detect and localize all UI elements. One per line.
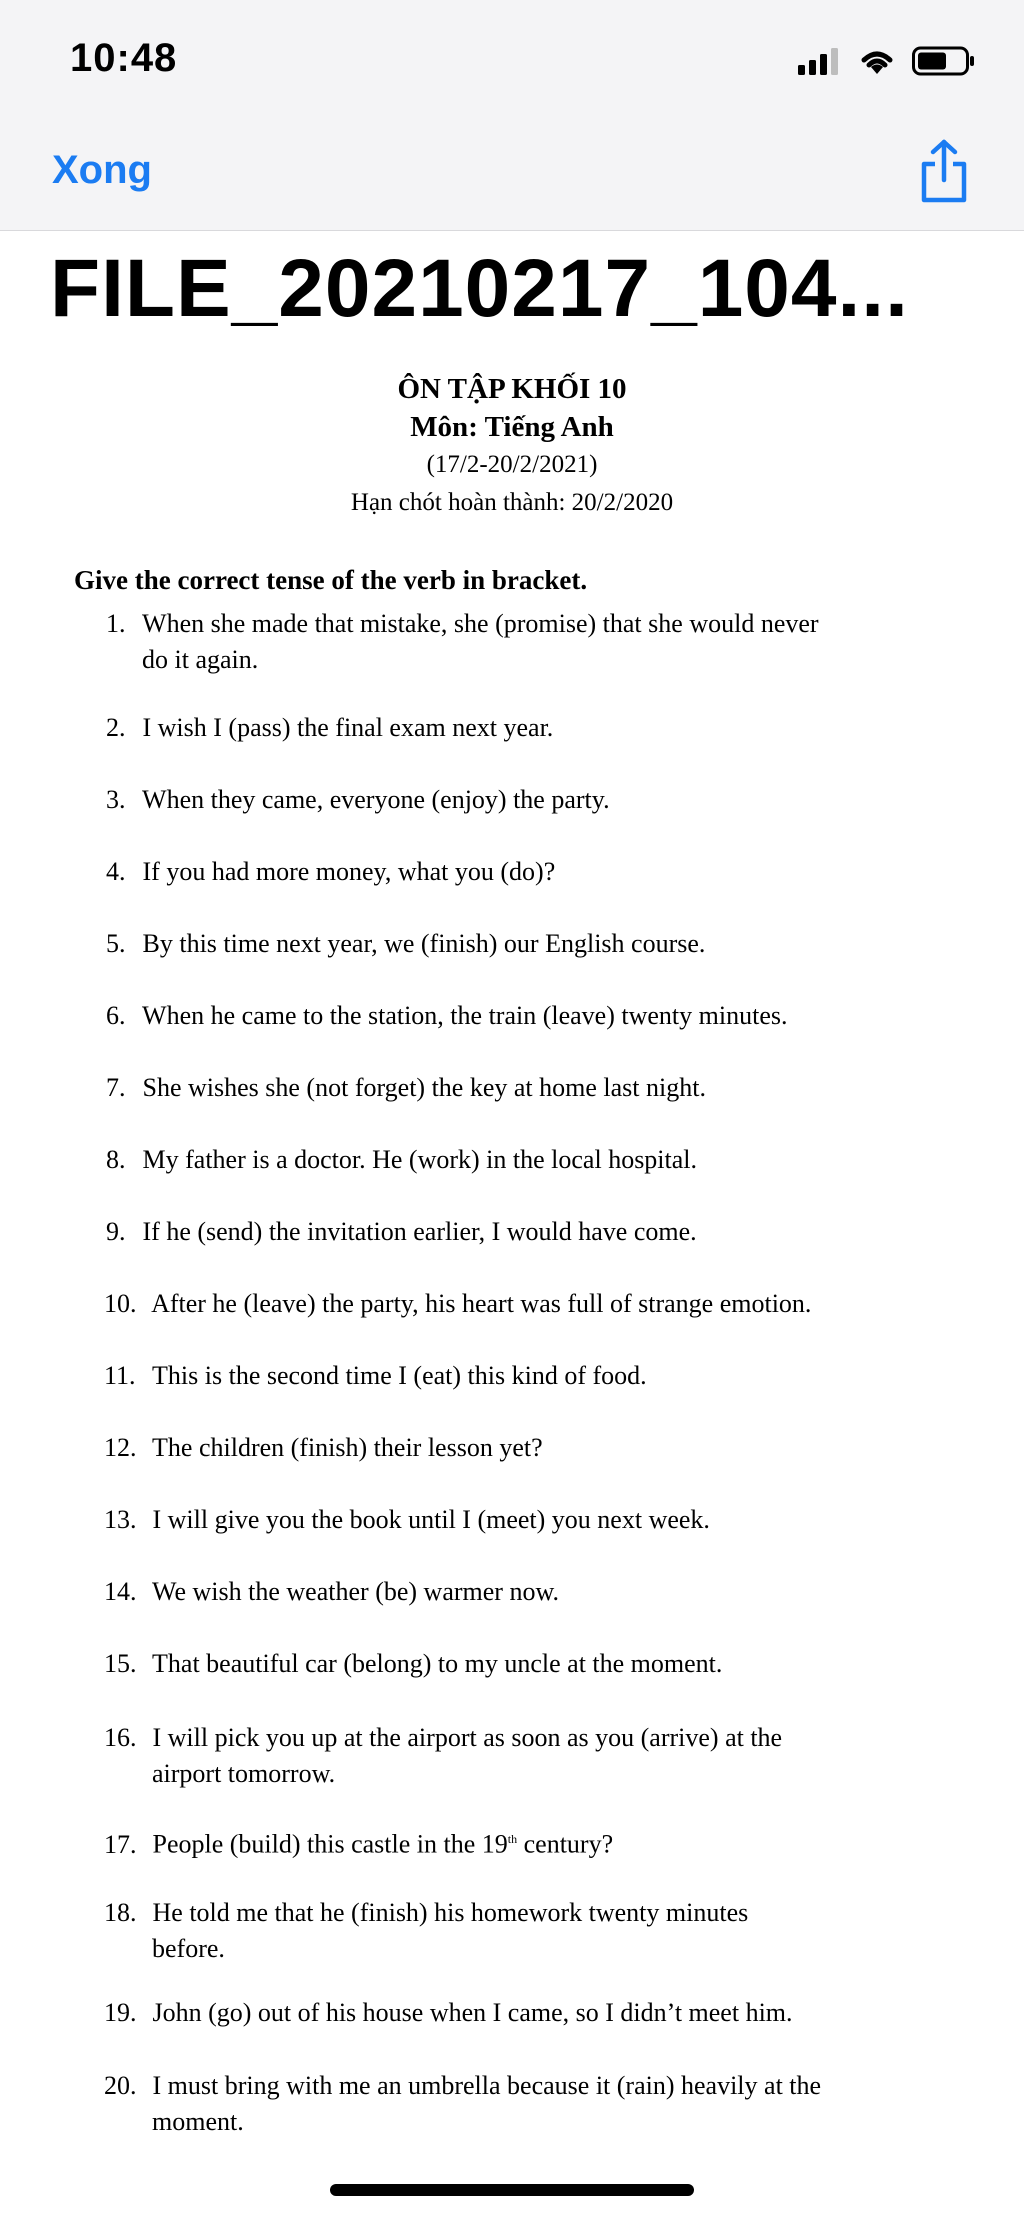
question-text-after: century? bbox=[517, 1829, 614, 1859]
question-item bbox=[104, 1995, 944, 2031]
header-line-1: ÔN TẬP KHỐI 10 bbox=[397, 373, 627, 405]
status-time: 10:48 bbox=[70, 36, 178, 80]
question-item bbox=[106, 854, 946, 890]
home-indicator bbox=[330, 2184, 694, 2196]
question-text: When he came to the station, the train (leave) twenty minutes. bbox=[136, 1001, 788, 1030]
header-line-3: (17/2-20/2/2021) bbox=[426, 451, 598, 478]
question-text: My father is a doctor. He (work) in the local hospital. bbox=[136, 1145, 698, 1174]
header-line-4: Hạn chót hoàn thành: 20/2/2020 bbox=[350, 489, 674, 516]
file-title: FILE_20210217_104... bbox=[50, 243, 909, 334]
status-icons bbox=[798, 44, 976, 78]
question-number: 2. bbox=[106, 713, 126, 742]
question-text: If he (send) the invitation earlier, I would have come. bbox=[136, 1217, 697, 1246]
question-item bbox=[104, 2068, 944, 2140]
superscript: th bbox=[507, 1832, 518, 1846]
question-item bbox=[106, 606, 946, 678]
question-number: 8. bbox=[106, 1145, 126, 1174]
share-icon[interactable] bbox=[918, 138, 970, 204]
question-item bbox=[106, 1142, 946, 1178]
question-item bbox=[106, 710, 946, 746]
question-item bbox=[104, 1821, 944, 1863]
question-text: She wishes she (not forget) the key at home last night. bbox=[136, 1073, 706, 1102]
question-item bbox=[104, 1502, 944, 1538]
battery-icon bbox=[912, 46, 976, 76]
question-number: 16. bbox=[104, 1723, 137, 1752]
question-text: When they came, everyone (enjoy) the party. bbox=[136, 785, 610, 814]
question-text: John (go) out of his house when I came, so I didn’t meet him. bbox=[146, 1998, 793, 2027]
question-item bbox=[104, 1646, 944, 1682]
question-text: People (build) this castle in the 19 bbox=[146, 1829, 508, 1859]
question-number: 5. bbox=[106, 929, 126, 958]
question-number: 20. bbox=[104, 2071, 137, 2100]
question-text: This is the second time I (eat) this kind of food. bbox=[146, 1361, 647, 1390]
question-text: We wish the weather (be) warmer now. bbox=[146, 1577, 560, 1606]
question-text: If you had more money, what you (do)? bbox=[136, 857, 556, 886]
question-item bbox=[104, 1574, 944, 1610]
question-item bbox=[106, 998, 946, 1034]
question-number: 6. bbox=[106, 1001, 126, 1030]
header-line-2: Môn: Tiếng Anh bbox=[410, 411, 614, 443]
question-continuation: moment. bbox=[152, 2107, 244, 2136]
question-text: By this time next year, we (finish) our English course. bbox=[136, 929, 706, 958]
question-item bbox=[106, 1214, 946, 1250]
question-number: 17. bbox=[104, 1829, 137, 1859]
question-item bbox=[106, 782, 946, 818]
question-number: 18. bbox=[104, 1898, 137, 1927]
question-number: 19. bbox=[104, 1998, 137, 2027]
question-number: 15. bbox=[104, 1649, 137, 1678]
instruction: Give the correct tense of the verb in bracket. bbox=[74, 565, 588, 595]
wifi-icon bbox=[858, 46, 896, 76]
signal-icon bbox=[798, 47, 842, 75]
question-text: I wish I (pass) the final exam next year. bbox=[136, 713, 554, 742]
question-continuation: airport tomorrow. bbox=[152, 1759, 336, 1788]
question-text: When she made that mistake, she (promise) that she would never bbox=[136, 609, 819, 638]
question-text: That beautiful car (belong) to my uncle at the moment. bbox=[146, 1649, 723, 1678]
navigation-bar bbox=[0, 0, 1024, 231]
question-text: He told me that he (finish) his homework twenty minutes bbox=[146, 1898, 749, 1927]
question-item bbox=[104, 1286, 944, 1322]
question-text: I will give you the book until I (meet) you next week. bbox=[146, 1505, 710, 1534]
question-number: 9. bbox=[106, 1217, 126, 1246]
document-page bbox=[0, 370, 1024, 2136]
question-number: 13. bbox=[104, 1505, 137, 1534]
question-text: I will pick you up at the airport as soon as you (arrive) at the bbox=[146, 1723, 783, 1752]
document-header bbox=[0, 370, 1024, 522]
question-text: I must bring with me an umbrella because it (rain) heavily at the bbox=[146, 2071, 822, 2100]
question-number: 4. bbox=[106, 857, 126, 886]
question-number: 1. bbox=[106, 609, 126, 638]
question-item bbox=[104, 1358, 944, 1394]
question-text: After he (leave) the party, his heart was full of strange emotion. bbox=[146, 1289, 812, 1318]
question-continuation: do it again. bbox=[142, 645, 259, 674]
question-text: The children (finish) their lesson yet? bbox=[146, 1433, 543, 1462]
question-item bbox=[106, 1070, 946, 1106]
question-continuation: before. bbox=[152, 1934, 225, 1963]
question-number: 7. bbox=[106, 1073, 126, 1102]
question-number: 14. bbox=[104, 1577, 137, 1606]
question-number: 10. bbox=[104, 1289, 137, 1318]
question-number: 12. bbox=[104, 1433, 137, 1462]
question-item bbox=[106, 926, 946, 962]
question-item bbox=[104, 1895, 944, 1967]
question-number: 3. bbox=[106, 785, 126, 814]
question-item bbox=[104, 1720, 944, 1792]
question-number: 11. bbox=[104, 1361, 136, 1390]
question-item bbox=[104, 1430, 944, 1466]
done-button[interactable]: Xong bbox=[52, 148, 152, 192]
